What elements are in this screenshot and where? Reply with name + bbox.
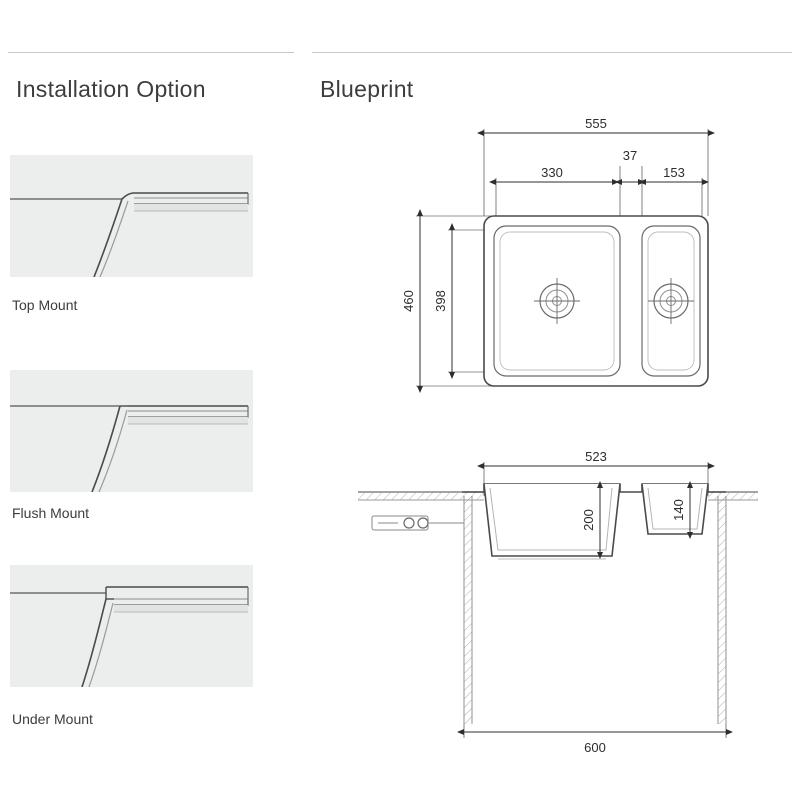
mounting-clip: [372, 516, 464, 530]
dim-label-37: 37: [622, 148, 638, 163]
dim-label-460: 460: [401, 290, 416, 312]
dim-label-153: 153: [663, 165, 685, 180]
dim-label-200: 200: [581, 509, 596, 531]
divider-right: [312, 52, 792, 53]
dim-label-523: 523: [585, 449, 607, 464]
divider-left: [8, 52, 294, 53]
installation-diagram-top-mount: [10, 155, 253, 277]
dim-cabinet-width-600: [464, 724, 726, 755]
installation-option-title: Installation Option: [16, 76, 206, 102]
dim-label-555: 555: [585, 116, 607, 131]
blueprint-drawing: [312, 104, 800, 764]
caption-top-mount: Top Mount: [12, 297, 78, 313]
dim-label-600: 600: [584, 740, 606, 755]
dim-label-140: 140: [671, 499, 686, 521]
installation-diagram-under-mount: [10, 565, 253, 687]
caption-under-mount: Under Mount: [12, 711, 93, 727]
blueprint-title: Blueprint: [320, 76, 414, 102]
installation-diagram-flush-mount: [10, 370, 253, 492]
dim-chain-plan: [496, 148, 702, 216]
dim-label-398: 398: [433, 290, 448, 312]
caption-flush-mount: Flush Mount: [12, 505, 90, 521]
dim-label-330: 330: [541, 165, 563, 180]
